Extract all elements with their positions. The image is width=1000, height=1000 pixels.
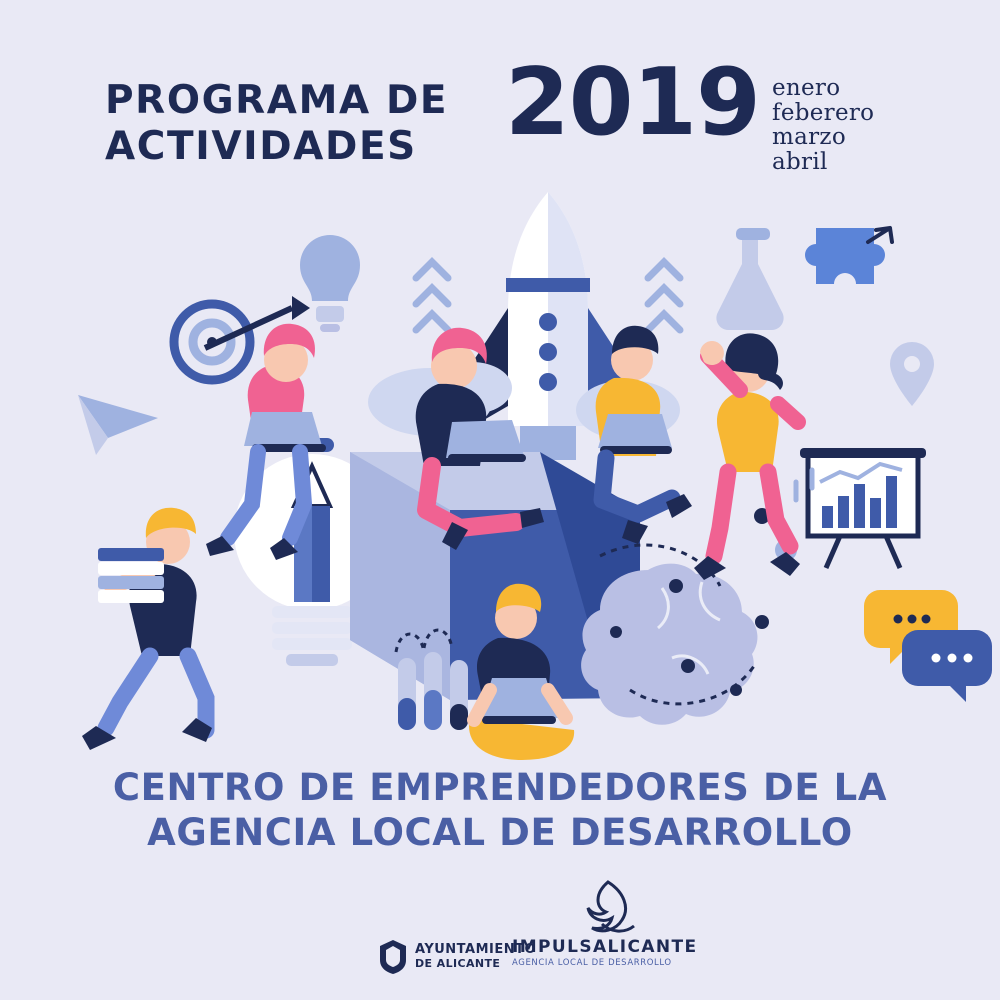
- ayuntamiento-crest-icon: [378, 938, 408, 976]
- flask-icon: [716, 228, 783, 330]
- subtitle-line-2: AGENCIA LOCAL DE DESARROLLO: [147, 811, 853, 854]
- impulsalicante-tagline: AGENCIA LOCAL DE DESARROLLO: [512, 958, 672, 968]
- chevron-decoration-left: [416, 262, 448, 330]
- hero-illustration: [0, 170, 1000, 760]
- illustration-svg: [0, 170, 1000, 760]
- title-line-2: ACTIVIDADES: [105, 124, 417, 169]
- impulsalicante-logo: [512, 938, 698, 969]
- person-cheering: [694, 333, 812, 580]
- location-pin-icon: [890, 342, 934, 406]
- year-label: 2019: [505, 48, 760, 156]
- title-line-1: PROGRAMA DE: [105, 78, 449, 123]
- chart-board-icon: [800, 448, 926, 568]
- paper-plane-icon: [78, 395, 158, 455]
- month-item: enero: [772, 75, 841, 101]
- poster-header: [0, 34, 1000, 174]
- subtitle-line-1: CENTRO DE EMPRENDEDORES DE LA: [112, 766, 888, 809]
- person-carrying-books: [82, 508, 212, 750]
- months-list: [772, 76, 874, 174]
- month-item: abril: [772, 148, 828, 175]
- puzzle-icon: [805, 228, 892, 284]
- month-item: marzo: [772, 124, 846, 150]
- chevron-decoration-right: [648, 262, 680, 330]
- ayuntamiento-line-1: AYUNTAMIENTO: [415, 942, 537, 957]
- ayuntamiento-line-2: DE ALICANTE: [415, 957, 501, 970]
- lightbulb-small-icon: [300, 235, 360, 332]
- chat-bubbles-icon: [864, 590, 992, 702]
- impulsalicante-name: IMPULSALICANTE: [512, 937, 698, 957]
- logo-row: [0, 880, 1000, 990]
- subtitle: [0, 765, 1000, 855]
- impulsa-bird-icon: [578, 880, 648, 943]
- page-title: [105, 78, 448, 170]
- month-item: feberero: [772, 99, 875, 126]
